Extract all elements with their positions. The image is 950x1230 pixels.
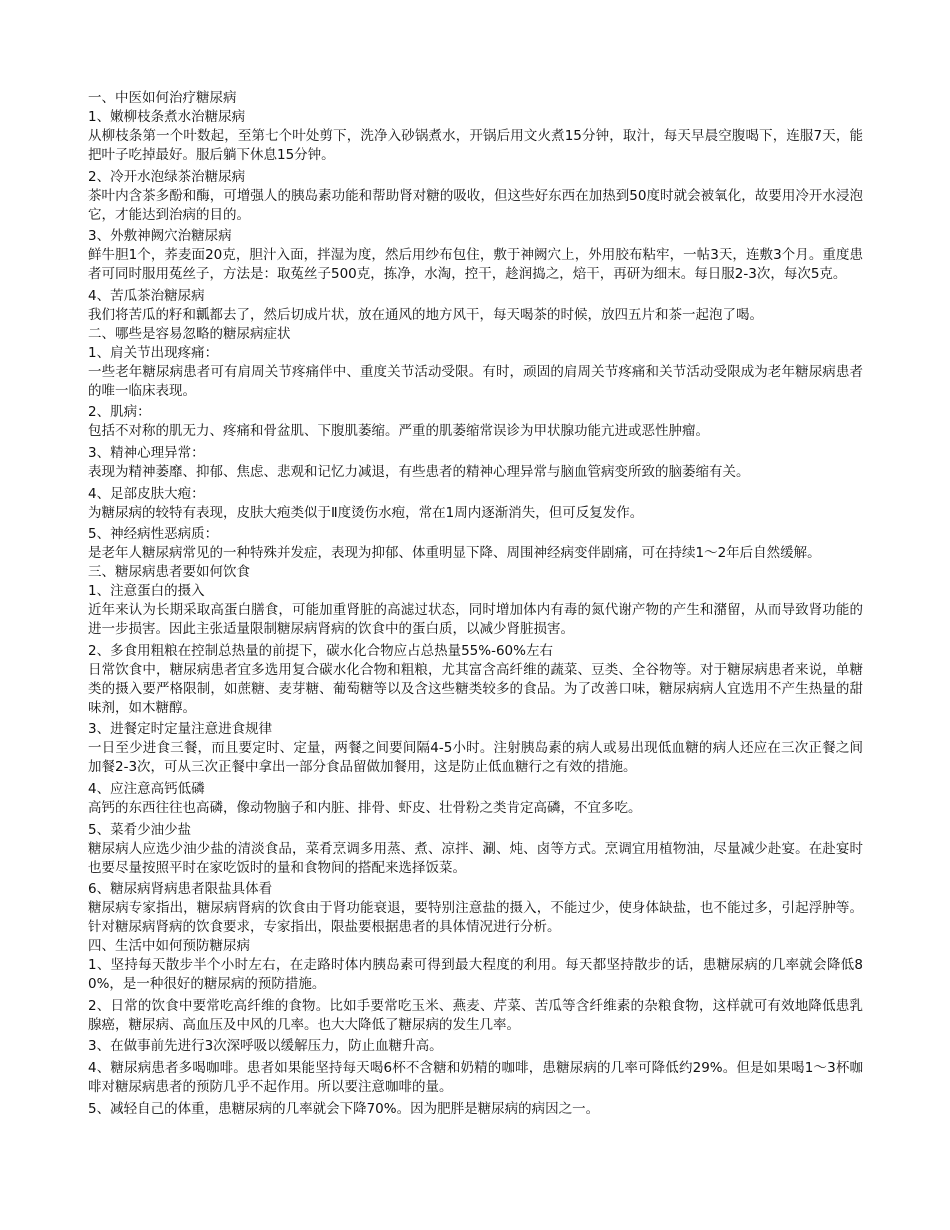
paragraph: 茶叶内含茶多酚和酶，可增强人的胰岛素功能和帮助肾对糖的吸收，但这些好东西在加热到50度时就会被氧化，故要用冷开水浸泡它，才能达到治病的目的。 (88, 187, 863, 223)
subsection-title: 1、肩关节出现疼痛： (88, 344, 219, 361)
paragraph: 高钙的东西往往也高磷，像动物脑子和内脏、排骨、虾皮、壮骨粉之类肯定高磷，不宜多吃。 (88, 799, 642, 816)
paragraph: 为糖尿病的较特有表现，皮肤大疱类似于Ⅱ度烫伤水疱，常在1周内逐渐消失，但可反复发作。 (88, 504, 644, 521)
list-item: 1、坚持每天散步半个小时左右，在走路时体内胰岛素可得到最大程度的利用。每天都坚持散步的话，患糖尿病的几率就会降低80%，是一种很好的糖尿病的预防措施。 (88, 957, 863, 993)
paragraph: 表现为精神萎靡、抑郁、焦虑、悲观和记忆力减退，有些患者的精神心理异常与脑血管病变所致的脑萎缩有关。 (88, 463, 750, 480)
paragraph: 糖尿病专家指出，糖尿病肾病的饮食由于肾功能衰退，要特别注意盐的摄入，不能过少，使身体缺盐，也不能过多，引起浮肿等。针对糖尿病肾病的饮食要求，专家指出，限盐要根据患者的具体情况进行分析。 (88, 900, 863, 936)
subsection-title: 4、足部皮肤大疱： (88, 485, 205, 502)
paragraph: 鲜牛胆1个，荞麦面20克，胆汁入面，拌湿为度，然后用纱布包住，敷于神阙穴上，外用胶布粘牢，一帖3天，连敷3个月。重度患者可同时服用菟丝子，方法是：取菟丝子500克，拣净，水淘，控干，趁润捣之，焙干，再研为细末。每日服2-3次，每次5克。 (88, 247, 863, 283)
subsection-title: 5、菜肴少油少盐 (88, 821, 192, 838)
section-heading: 一、中医如何治疗糖尿病 (88, 90, 237, 106)
paragraph: 从柳枝条第一个叶数起，至第七个叶处剪下，洗净入砂锅煮水，开锅后用文火煮15分钟，取汁，每天早晨空腹喝下，连服7天，能把叶子吃掉最好。服后躺下休息15分钟。 (88, 128, 863, 163)
paragraph: 一些老年糖尿病患者可有肩周关节疼痛伴中、重度关节活动受限。有时，顽固的肩周关节疼痛和关节活动受限成为老年糖尿病患者的唯一临床表现。 (88, 363, 863, 399)
subsection-title: 5、神经病性恶病质： (88, 526, 219, 543)
list-item: 5、减轻自己的体重，患糖尿病的几率就会下降70%。因为肥胖是糖尿病的病因之一。 (88, 1100, 600, 1117)
section-heading: 四、生活中如何预防糖尿病 (88, 938, 250, 955)
subsection-title: 2、多食用粗粮在控制总热量的前提下，碳水化合物应占总热量55%-60%左右 (88, 642, 553, 659)
subsection-title: 3、进餐定时定量注意进食规律 (88, 721, 273, 738)
list-item: 3、在做事前先进行3次深呼吸以缓解压力，防止血糖升高。 (88, 1038, 443, 1055)
subsection-title: 4、苦瓜茶治糖尿病 (88, 287, 205, 304)
section-heading: 三、糖尿病患者要如何饮食 (88, 564, 250, 581)
subsection-title: 2、肌病： (88, 404, 151, 421)
paragraph: 日常饮食中，糖尿病患者宜多选用复合碳水化合物和粗粮，尤其富含高纤维的蔬菜、豆类、全谷物等。对于糖尿病患者来说，单糖类的摄入要严格限制，如蔗糖、麦芽糖、葡萄糖等以及含这些糖类较多的食品。为了改善口味，糖尿病病人宜选用不产生热量的甜味剂，如木糖醇。 (88, 661, 863, 716)
subsection-title: 3、精神心理异常： (88, 444, 205, 461)
subsection-title: 6、糖尿病肾病患者限盐具体看 (88, 881, 273, 898)
paragraph: 近年来认为长期采取高蛋白膳食，可能加重肾脏的高滤过状态，同时增加体内有毒的氮代谢产物的产生和潴留，从而导致肾功能的进一步损害。因此主张适量限制糖尿病肾病的饮食中的蛋白质，以减少肾脏损害。 (88, 602, 863, 638)
subsection-title: 2、冷开水泡绿茶治糖尿病 (88, 168, 246, 185)
subsection-title: 3、外敷神阙穴治糖尿病 (88, 228, 232, 245)
paragraph: 我们将苦瓜的籽和瓤都去了，然后切成片状，放在通风的地方风干，每天喝茶的时候，放四五片和茶一起泡了喝。 (88, 306, 763, 323)
subsection-title: 1、嫩柳枝条煮水治糖尿病 (88, 109, 246, 125)
paragraph: 糖尿病人应选少油少盐的清淡食品，菜肴烹调多用蒸、煮、凉拌、涮、炖、卤等方式。烹调宜用植物油，尽量减少赴宴。在赴宴时也要尽量按照平时在家吃饭时的量和食物间的搭配来选择饭菜。 (88, 840, 863, 876)
section-heading: 二、哪些是容易忽略的糖尿病症状 (88, 325, 291, 342)
subsection-title: 1、注意蛋白的摄入 (88, 583, 205, 600)
subsection-title: 4、应注意高钙低磷 (88, 780, 205, 797)
paragraph: 一日至少进食三餐，而且要定时、定量，两餐之间要间隔4-5小时。注射胰岛素的病人或易出现低血糖的病人还应在三次正餐之间加餐2-3次，可从三次正餐中拿出一部分食品留做加餐用，这是防止低血糖行之有效的措施。 (88, 740, 863, 776)
list-item: 4、糖尿病患者多喝咖啡。患者如果能坚持每天喝6杯不含糖和奶精的咖啡，患糖尿病的几率可降低约29%。但是如果喝1～3杯咖啡对糖尿病患者的预防几乎不起作用。所以要注意咖啡的量。 (88, 1059, 863, 1095)
document-body (88, 89, 863, 1119)
paragraph: 是老年人糖尿病常见的一种特殊并发症，表现为抑郁、体重明显下降、周围神经病变伴剧痛，可在持续1～2年后自然缓解。 (88, 545, 821, 562)
list-item: 2、日常的饮食中要常吃高纤维的食物。比如手要常吃玉米、燕麦、芹菜、苦瓜等含纤维素的杂粮食物，这样就可有效地降低患乳腺癌，糖尿病、高血压及中风的几率。也大大降低了糖尿病的发生几率。 (88, 997, 863, 1033)
paragraph: 包括不对称的肌无力、疼痛和骨盆肌、下腹肌萎缩。严重的肌萎缩常误诊为甲状腺功能亢进或恶性肿瘤。 (88, 423, 709, 440)
